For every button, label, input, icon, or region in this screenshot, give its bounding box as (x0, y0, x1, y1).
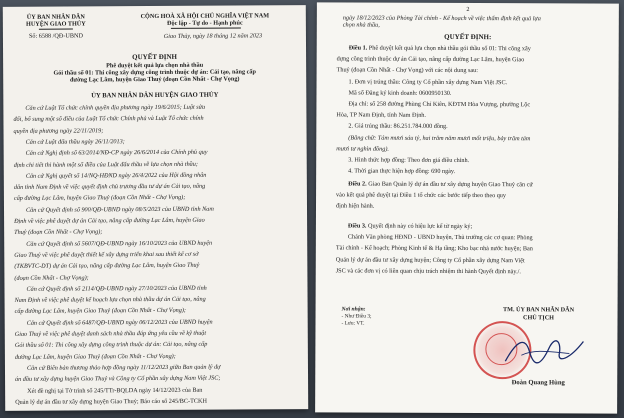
article-2-line: vào kết quả phê duyệt tại Điều 1 tổ chức các bước tiếp theo theo quy (336, 191, 507, 200)
legal-basis-line: đường Lạc Lâm, huyện Giao Thuỷ (đoạn Cồn Nhất - Chợ Vọng); (14, 352, 176, 361)
agency-line-1: ỦY BAN NHÂN DÂN (26, 13, 85, 21)
article-1-line: Thuỷ (đoạn Cồn Nhất - Chợ Vọng) với các nội dung sau: (336, 66, 478, 75)
legal-basis-line: Giao Thuỷ về việc phê duyệt danh sách nhà thầu đáp ứng yêu cầu về kỹ thuật (14, 329, 207, 338)
article-2-line: định hiện hành. (335, 202, 375, 210)
legal-basis-line: án đầu tư xây dựng huyện Giao Thuỷ và Công ty Cổ phần xây dựng Nam Việt JSC; (15, 374, 221, 384)
document-page-2 (315, 2, 619, 413)
article-1-line: 3. Hình thức hợp đồng: Theo đơn giá điều chỉnh. (348, 156, 470, 165)
article-label: Điều 1. (348, 44, 368, 52)
article-1-line: 1. Đơn vị trúng thầu: Công ty Cổ phần xây dựng Nam Việt JSC. (348, 78, 508, 86)
recipient-1: - Như Điều 3; (341, 313, 372, 320)
legal-basis-line: Căn cứ Quyết định số 2114/QĐ-UBND ngày 27/10/2023 của UBND tỉnh (26, 284, 207, 293)
subject-line-3: đường Lạc Lâm, huyện Giao Thuỷ (đoạn Cồn Nhất - Chợ Vọng) (69, 75, 240, 84)
legal-basis-line: Gói thầu số 01: Thi công xây dựng công trình thuộc dự án: Cải tạo, nâng cấp (14, 340, 208, 350)
legal-basis-line: Căn cứ Biên bản thương thảo hợp đồng ngày 11/12/2023 giữa Ban quản lý dự (26, 363, 221, 372)
legal-basis-line: định chi tiết thi hành một số điều của Luật đấu thầu về lựa chọn nhà thầu; (13, 160, 198, 169)
legal-basis-line: (đoạn Cồn Nhất - Chợ Vọng); (14, 273, 89, 282)
signer-organization: TM. ỦY BAN NHÂN DÂN (502, 306, 575, 314)
legal-basis-line: cấp đường Lạc Lâm, huyện Giao Thuỷ (đoạn Cồn Nhất - Chợ Vọng); (14, 307, 187, 316)
legal-basis-line: dân tỉnh Nam Định về việc quyết định chủ trương đầu tư dự án Cải tạo, nâng (13, 182, 206, 191)
article-3-line: Tài chính - Kế hoạch; Phòng Kinh tế & Hạ tầng; Kho bạc nhà nước huyện; Ban (335, 244, 533, 253)
decision-title: QUYẾT ĐỊNH (132, 52, 177, 62)
legal-basis-line: Định về việc phê duyệt dự án Cải tạo, nâng cấp đường Lạc Lâm, huyện Giao (14, 216, 205, 225)
page-number: 2 (466, 5, 470, 14)
recipient-2: - Lưu: VT. (341, 320, 365, 327)
legal-basis-line: Căn cứ Quyết định số 5607/QĐ-UBND ngày 16/10/2023 của UBND huyện (26, 239, 213, 248)
article-3-line: Chánh Văn phòng HĐND - UBND huyện, Thủ trưởng các cơ quan: Phòng (347, 233, 533, 242)
legal-basis-line: Căn cứ Quyết định số 900/QĐ-UBND ngày 08/5/2023 của UBND tỉnh Nam (25, 205, 214, 214)
document-page-1 (3, 5, 308, 411)
legal-basis-line: Căn cứ Luật đấu thầu ngày 26/11/2013; (25, 138, 125, 146)
legal-basis-line: cấp đường Lạc Lâm, huyện Giao Thuỷ (đoạn Cồn Nhất - Chợ Vọng); (13, 194, 186, 203)
article-3-line: JSC và các đơn vị có liên quan chịu trách nhiệm thi hành Quyết định này./. (335, 267, 521, 276)
legal-basis-line: đổi, bổ sung một số điều của Luật Tổ chức Chính phủ và Luật Tổ chức chính (13, 115, 204, 124)
legal-basis-line: Thuỷ (đoạn Cồn Nhất - Chợ Vọng); (14, 228, 103, 237)
article-label: Điều 3. (347, 222, 367, 230)
article-1-line: (Bằng chữ: Tám mươi sáu tỷ, hai trăm năm mươi mốt triệu, bảy trăm tám (348, 134, 531, 142)
article-2-line: Điều 2. Giao Ban Quản lý dự án đầu tư xây dựng huyện Giao Thuỷ căn cứ (348, 180, 533, 189)
recipients-label: Nơi nhận: (341, 306, 366, 313)
nation-title: CỘNG HOÀ XÃ HỘI CHỦ NGHĨA VIỆT NAM (140, 12, 270, 21)
signer-name: Đoàn Quang Hùng (511, 379, 565, 387)
document-number: Số: 6588 /QĐ-UBND (28, 32, 83, 40)
article-1-line: 2. Giá trúng thầu: 86.251.784.000 đồng. (348, 122, 448, 131)
legal-basis-line: Giao Thuỷ về việc phê duyệt thiết kế xây dựng triển khai sau thiết kế cơ sở (14, 250, 199, 259)
legal-basis-line: (TKBVTC-DT) dự án Cải tạo, nâng cấp đường Lạc Lâm, huyện Giao Thuỷ (14, 261, 200, 271)
article-1-line: Địa chỉ: số 258 đường Phùng Chí Kiên, KĐTM Hòa Vượng, phường Lộc (348, 100, 531, 109)
article-1-line: Điều 1. Phê duyệt kết quả lựa chọn nhà thầu gói thầu số 01: Thi công xây (348, 44, 531, 53)
signature-icon (499, 329, 589, 373)
legal-basis-line: Quản lý dự án đầu tư xây dựng huyện Giao Thuỷ; Báo cáo số 245/BC-TCKH (15, 397, 207, 406)
legal-basis-line: quyền địa phương ngày 22/11/2019; (13, 126, 104, 135)
issuing-authority: ỦY BAN NHÂN DÂN HUYỆN GIAO THỦY (91, 91, 219, 100)
intro-line-1: ngày 18/12/2023 của Phòng Tài chính - Kế hoạch về việc thẩm định kết quả lựa (342, 14, 541, 23)
article-1-line: dựng công trình thuộc dự án Cải tạo, nâng cấp đường Lạc Lâm, huyện Giao (336, 55, 525, 64)
signer-title: CHỦ TỊCH (522, 314, 555, 322)
place-and-date: Giao Thủy, ngày 18 tháng 12 năm 2023 (163, 32, 263, 40)
legal-basis-line: Căn cứ Quyết định số 6487/QĐ-UBND ngày 06/12/2023 của UBND huyện (26, 318, 213, 327)
article-label: Điều 2. (348, 180, 367, 188)
motto-underline (171, 27, 241, 28)
subject-line-1: Phê duyệt kết quả lựa chọn nhà thầu (106, 61, 204, 70)
nation-motto: Độc lập - Tự do - Hạnh phúc (167, 19, 243, 27)
agency-underline (39, 29, 73, 30)
legal-basis-line: Căn cứ Nghị định số 63/2014/NĐ-CP ngày 26/6/2014 của Chính phủ quy (25, 148, 208, 157)
legal-basis-line: Nam Định về việc phê duyệt kế hoạch lựa chọn nhà thầu dự án Cải tạo, nâng (14, 295, 206, 304)
article-1-line: 4. Thời gian thực hiện hợp đồng: 690 ngày. (348, 167, 456, 176)
legal-basis-line: Căn cứ Nghị quyết số 14/NQ-HĐND ngày 26/4/2022 của Hội đồng nhân (25, 171, 207, 180)
article-3-line: Điều 3. Quyết định này có hiệu lực kể từ ngày ký; (347, 222, 473, 231)
decision-heading: QUYẾT ĐỊNH: (444, 32, 492, 42)
legal-basis-line: Xét đề nghị tại Tờ trình số 245/TTr-BQLDA ngày 14/12/2023 của Ban (27, 386, 203, 395)
article-3-line: Quản lý dự án đầu tư xây dựng huyện; Công ty Cổ phần xây dựng Nam Việt (335, 256, 525, 264)
article-1-line: Hòa, TP Nam Định, tỉnh Nam Định. (336, 111, 426, 120)
intro-line-2: chọn nhà thầu, (342, 21, 380, 29)
article-1-line: mươi tư nghìn đồng). (336, 145, 389, 153)
subject-line-2: Gói thầu số 01: Thi công xây dựng công trình thuộc dự án: Cải tạo, nâng cấp (53, 68, 256, 77)
legal-basis-line: Căn cứ Luật Tổ chức chính quyền địa phương ngày 19/6/2015; Luật sửa (25, 103, 206, 112)
agency-line-2: HUYỆN GIAO THỦY (25, 20, 86, 28)
article-1-line: Mã số Đăng ký kinh doanh: 0600950130. (348, 89, 452, 97)
